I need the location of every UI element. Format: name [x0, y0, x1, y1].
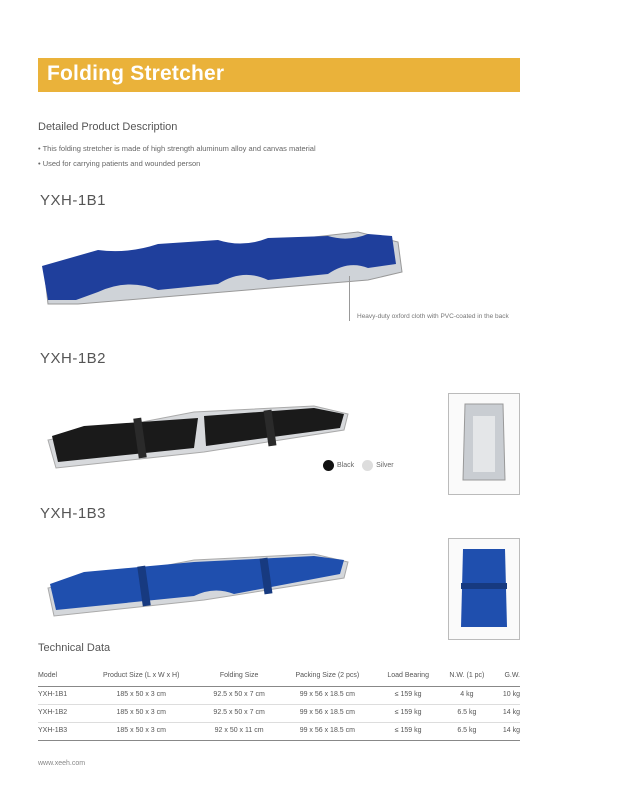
cell-product-size: 185 x 50 x 3 cm: [83, 687, 200, 705]
col-product-size: Product Size (L x W x H): [83, 667, 200, 687]
table-header-row: [38, 667, 520, 687]
model-2-heading: YXH-1B2: [40, 350, 107, 367]
model-3-heading: YXH-1B3: [40, 505, 107, 522]
stretcher-1b2-image: [44, 400, 354, 472]
cell-folding-size: 92.5 x 50 x 7 cm: [200, 687, 279, 705]
fabric-callout: Heavy-duty oxford cloth with PVC-coated in the back: [357, 313, 509, 320]
folded-1b3-thumbnail: [448, 538, 520, 640]
col-load-bearing: Load Bearing: [376, 667, 440, 687]
col-net-weight: N.W. (1 pc): [440, 667, 494, 687]
col-model: Model: [38, 667, 83, 687]
cell-gross-weight: 10 kg: [494, 687, 520, 705]
title-banner: [38, 58, 520, 92]
color-options: [323, 460, 394, 471]
col-folding-size: Folding Size: [200, 667, 279, 687]
cell-load-bearing: ≤ 159 kg: [376, 687, 440, 705]
cell-model: YXH-1B1: [38, 687, 83, 705]
col-packing-size: Packing Size (2 pcs): [278, 667, 376, 687]
cell-load-bearing: ≤ 159 kg: [376, 723, 440, 741]
stretcher-1b3-image: [44, 544, 354, 620]
cell-product-size: 185 x 50 x 3 cm: [83, 705, 200, 723]
table-row: [38, 687, 520, 705]
website-link[interactable]: www.xeeh.com: [38, 760, 86, 767]
model-1-heading: YXH-1B1: [40, 192, 107, 209]
bullet-usage: • Used for carrying patients and wounded person: [38, 159, 201, 168]
cell-model: YXH-1B3: [38, 723, 83, 741]
col-gross-weight: G.W.: [494, 667, 520, 687]
folded-1b2-thumbnail: [448, 393, 520, 495]
black-swatch[interactable]: [323, 460, 334, 471]
silver-swatch[interactable]: [362, 460, 373, 471]
table-row: [38, 723, 520, 741]
silver-label: Silver: [376, 462, 394, 469]
cell-packing-size: 99 x 56 x 18.5 cm: [278, 723, 376, 741]
page-title: Folding Stretcher: [47, 62, 225, 85]
cell-net-weight: 4 kg: [440, 687, 494, 705]
cell-folding-size: 92.5 x 50 x 7 cm: [200, 705, 279, 723]
cell-net-weight: 6.5 kg: [440, 705, 494, 723]
bullet-material: • This folding stretcher is made of high strength aluminum alloy and canvas material: [38, 144, 316, 153]
cell-model: YXH-1B2: [38, 705, 83, 723]
cell-product-size: 185 x 50 x 3 cm: [83, 723, 200, 741]
stretcher-1b1-image: [38, 228, 408, 308]
table-row: [38, 705, 520, 723]
technical-heading: Technical Data: [38, 642, 111, 654]
cell-folding-size: 92 x 50 x 11 cm: [200, 723, 279, 741]
cell-packing-size: 99 x 56 x 18.5 cm: [278, 687, 376, 705]
cell-load-bearing: ≤ 159 kg: [376, 705, 440, 723]
cell-packing-size: 99 x 56 x 18.5 cm: [278, 705, 376, 723]
cell-net-weight: 6.5 kg: [440, 723, 494, 741]
description-heading: Detailed Product Description: [38, 121, 178, 133]
callout-line: [349, 276, 350, 321]
black-label: Black: [337, 462, 355, 469]
cell-gross-weight: 14 kg: [494, 723, 520, 741]
technical-table: [38, 667, 520, 741]
cell-gross-weight: 14 kg: [494, 705, 520, 723]
